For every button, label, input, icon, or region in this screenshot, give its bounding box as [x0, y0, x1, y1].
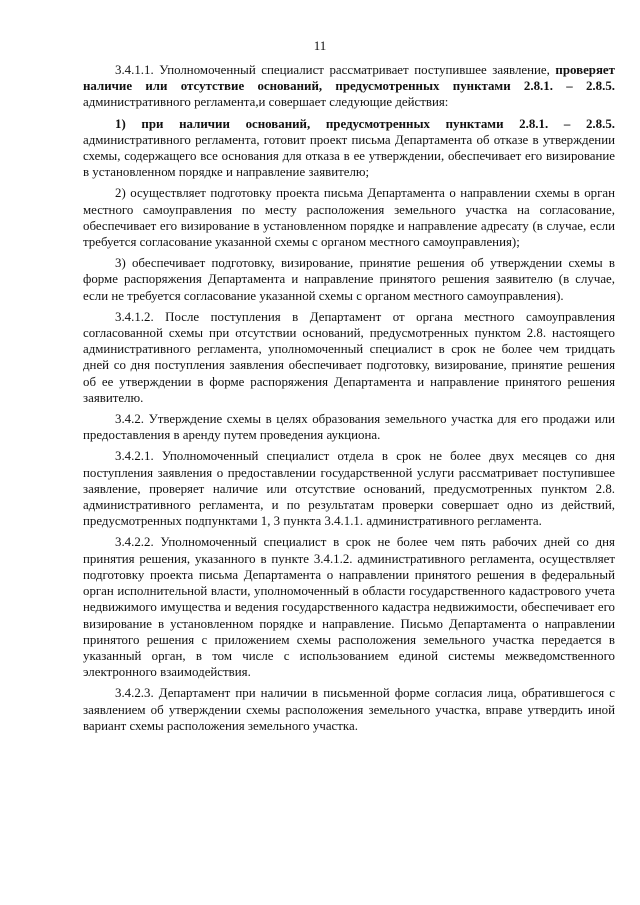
paragraph-3-4-2-2: [83, 534, 615, 680]
paragraph-3-4-2-3: [83, 685, 615, 734]
text-run: 3) обеспечивает подготовку, визирование, принятие решения об утверждении схемы в форме распоряжения Департамента и направление принятого решения заявителю (в случае, если не требуется согласование указанной схемы с органом местного самоуправления).: [83, 256, 615, 303]
text-run: 2) осуществляет подготовку проекта письма Департамента о направлении схемы в орган местного самоуправления по месту расположения земельного участка на согласование, обеспечивает его визирование в установленном порядке и направление адресату (в случае, если требуется согласование указанной схемы с органом местного самоуправления);: [83, 186, 615, 250]
paragraph-item-2: [83, 185, 615, 250]
text-run: административного регламента,и совершает следующие действия:: [83, 95, 449, 110]
document-body: [83, 62, 615, 735]
page-number: 11: [313, 38, 327, 53]
text-run: 3.4.1.2. После поступления в Департамент от органа местного самоуправления согласованной схемы при отсутствии оснований, предусмотренных пунктом 2.8. настоящего административного регламента, уполномоченный специалист в срок не более чем тридцать дней со дня поступления заявления обеспечивает подготовку, визирование, принятие решения об ее утверждении в форме распоряжения Департамента и направление принятого решения заявителю.: [83, 309, 615, 405]
paragraph-3-4-2: [83, 411, 615, 443]
text-run: 3.4.2.2. Уполномоченный специалист в срок не более чем пять рабочих дней со дня принятия решения, указанного в пункте 3.4.1.2. административного регламента, осуществляет подготовку проекта письма Департамента о направлении принятого решения в федеральный орган исполнительной власти, уполномоченный в области государственного кадастрового учета недвижимого имущества и ведения государственного кадастра недвижимости, обеспечивает его визирование в установленном порядке и направление. Письмо Департамента о направлении принятого решения с приложением схемы расположения земельного участка передается в указанный орган, в том числе с использованием единой системы межведомственного электронного взаимодействия.: [83, 535, 615, 680]
bold-text: проверяет наличие или отсутствие оснований, предусмотренных пунктами 2.8.1. – 2.8.5.: [83, 63, 615, 94]
text-run: 3.4.2. Утверждение схемы в целях образования земельного участка для его продажи или предоставления в аренду путем проведения аукциона.: [83, 412, 615, 443]
text-run: 3.4.1.1. Уполномоченный специалист рассматривает поступившее заявление,: [115, 63, 556, 77]
paragraph-3-4-1-2: [83, 309, 615, 406]
paragraph-3-4-1-1: [83, 62, 615, 111]
text-run: 3.4.2.1. Уполномоченный специалист отдела в срок не более двух месяцев со дня поступления заявления о предоставлении государственной услуги рассматривает поступившее заявление, проверяет наличие или отсутствие оснований, предусмотренных пунктом 2.8. административного регламента, и по результатам проверки совершает одно из действий, предусмотренных подпунктами 1, 3 пункта 3.4.1.1. административного регламента.: [83, 449, 615, 529]
paragraph-3-4-2-1: [83, 448, 615, 529]
bold-text: 1) при наличии оснований, предусмотренных пунктами 2.8.1. – 2.8.5.: [115, 116, 615, 131]
text-run: 3.4.2.3. Департамент при наличии в письменной форме согласия лица, обратившегося с заявлением об утверждении схемы расположения земельного участка, вправе утвердить иной вариант схемы расположения земельного участка.: [83, 686, 615, 733]
paragraph-item-3: [83, 255, 615, 304]
text-run: административного регламента, готовит проект письма Департамента об отказе в утверждении схемы, содержащего все основания для отказа в ее утверждении, обеспечивает его визирование в установленном порядке и направление заявителю;: [83, 132, 615, 180]
paragraph-item-1: [83, 116, 615, 181]
